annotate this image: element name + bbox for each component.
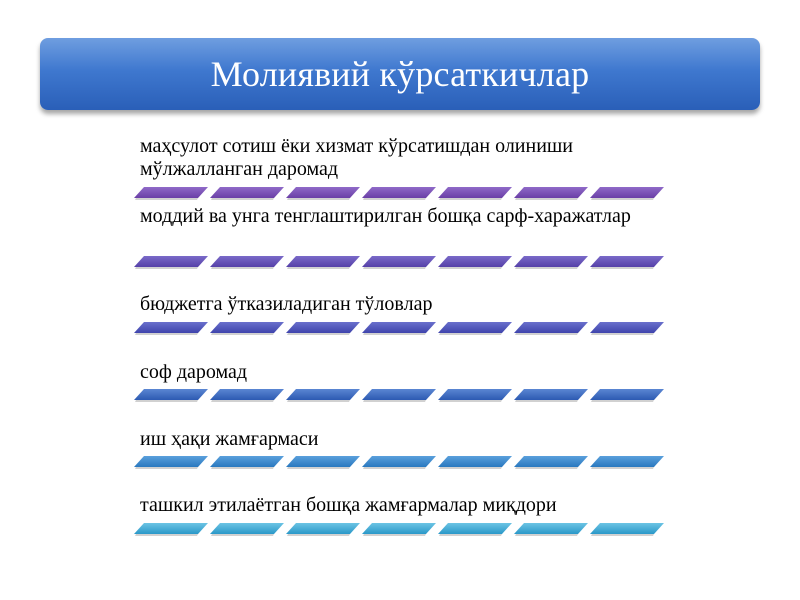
stripe-shadow [439, 333, 502, 335]
stripe-shadow [135, 333, 198, 335]
list-item-text: соф даромад [140, 361, 248, 383]
stripe-segment [438, 322, 512, 333]
stripe-shadow [515, 267, 578, 269]
stripe-segment [134, 187, 208, 198]
stripe-segment [514, 256, 588, 267]
stripe-shadow [287, 267, 350, 269]
stripe-segment [438, 523, 512, 534]
stripe-segment [134, 322, 208, 333]
stripe-segment [514, 187, 588, 198]
list-item-stripe [130, 456, 670, 470]
stripe-segment [514, 523, 588, 534]
stripe-shadow [363, 467, 426, 469]
stripe-segment [590, 456, 664, 467]
stripe-shapes [130, 256, 670, 270]
list-item-stripe [130, 187, 670, 201]
stripe-shadow [363, 400, 426, 402]
stripe-segment [362, 389, 436, 400]
stripe-segment [210, 322, 284, 333]
stripe-shadow [135, 400, 198, 402]
stripe-shadow [591, 400, 654, 402]
list-item-stripe [130, 523, 670, 537]
list-item-text: ташкил этилаётган бошқа жамғармалар миқдори [140, 494, 557, 516]
stripe-segment [362, 523, 436, 534]
stripe-shapes [130, 187, 670, 201]
stripe-shadow [439, 467, 502, 469]
stripe-segment [286, 187, 360, 198]
list-item-stripe [130, 256, 670, 270]
stripe-segment [514, 456, 588, 467]
stripe-shadow [439, 198, 502, 200]
stripe-segment [286, 256, 360, 267]
stripe-shadow [211, 400, 274, 402]
list-item-text: моддий ва унга тенглаштирилган бошқа сарф-харажатлар [140, 205, 631, 227]
stripe-shadow [211, 467, 274, 469]
stripe-segment [210, 523, 284, 534]
list-item-stripe [130, 389, 670, 403]
stripe-shadow [211, 267, 274, 269]
stripe-shadow [591, 467, 654, 469]
stripe-shadow [363, 267, 426, 269]
stripe-segment [514, 322, 588, 333]
stripe-segment [590, 256, 664, 267]
stripe-segment [590, 389, 664, 400]
stripe-segment [286, 322, 360, 333]
stripe-segment [590, 187, 664, 198]
stripe-segment [134, 256, 208, 267]
stripe-shadow [363, 534, 426, 536]
stripe-segment [438, 256, 512, 267]
stripe-shapes [130, 456, 670, 470]
stripe-shadow [515, 198, 578, 200]
list-item-text: маҳсулот сотиш ёки хизмат кўрсатишдан олиниши мўлжалланган даромад [140, 135, 574, 180]
list-item-text: иш ҳақи жамғармаси [140, 428, 319, 450]
stripe-shapes [130, 322, 670, 336]
stripe-shadow [287, 400, 350, 402]
stripe-segment [438, 187, 512, 198]
stripe-shadow [515, 534, 578, 536]
stripe-segment [210, 456, 284, 467]
stripe-segment [286, 456, 360, 467]
stripe-shadow [591, 198, 654, 200]
stripe-shadow [591, 267, 654, 269]
stripe-shadow [439, 400, 502, 402]
stripe-segment [362, 187, 436, 198]
stripe-segment [210, 187, 284, 198]
stripe-segment [438, 456, 512, 467]
stripe-segment [286, 389, 360, 400]
title-banner [40, 38, 760, 110]
stripe-shadow [363, 198, 426, 200]
stripe-shadow [591, 333, 654, 335]
list-item-text: бюджетга ўтказиладиган тўловлар [140, 293, 433, 315]
stripe-segment [210, 256, 284, 267]
list-item-stripe [130, 322, 670, 336]
stripe-shadow [287, 534, 350, 536]
stripe-shadow [439, 534, 502, 536]
stripe-shadow [211, 534, 274, 536]
stripe-segment [134, 523, 208, 534]
stripe-shapes [130, 523, 670, 537]
stripe-shadow [135, 267, 198, 269]
stripe-shadow [287, 467, 350, 469]
stripe-segment [362, 456, 436, 467]
stripe-shadow [287, 333, 350, 335]
stripe-shadow [591, 534, 654, 536]
stripe-shadow [135, 534, 198, 536]
stripe-shadow [515, 333, 578, 335]
stripe-segment [362, 322, 436, 333]
stripe-segment [362, 256, 436, 267]
stripe-segment [590, 322, 664, 333]
stripe-shadow [135, 467, 198, 469]
stripe-shadow [211, 198, 274, 200]
stripe-segment [438, 389, 512, 400]
stripe-shadow [363, 333, 426, 335]
stripe-shadow [287, 198, 350, 200]
stripe-segment [134, 389, 208, 400]
stripe-segment [590, 523, 664, 534]
stripe-segment [210, 389, 284, 400]
stripe-shadow [515, 467, 578, 469]
stripe-shapes [130, 389, 670, 403]
stripe-shadow [211, 333, 274, 335]
stripe-shadow [515, 400, 578, 402]
stripe-segment [286, 523, 360, 534]
stripe-segment [134, 456, 208, 467]
page-title: Молиявий кўрсаткичлар [210, 54, 590, 94]
stripe-shadow [439, 267, 502, 269]
stripe-shadow [135, 198, 198, 200]
stripe-segment [514, 389, 588, 400]
